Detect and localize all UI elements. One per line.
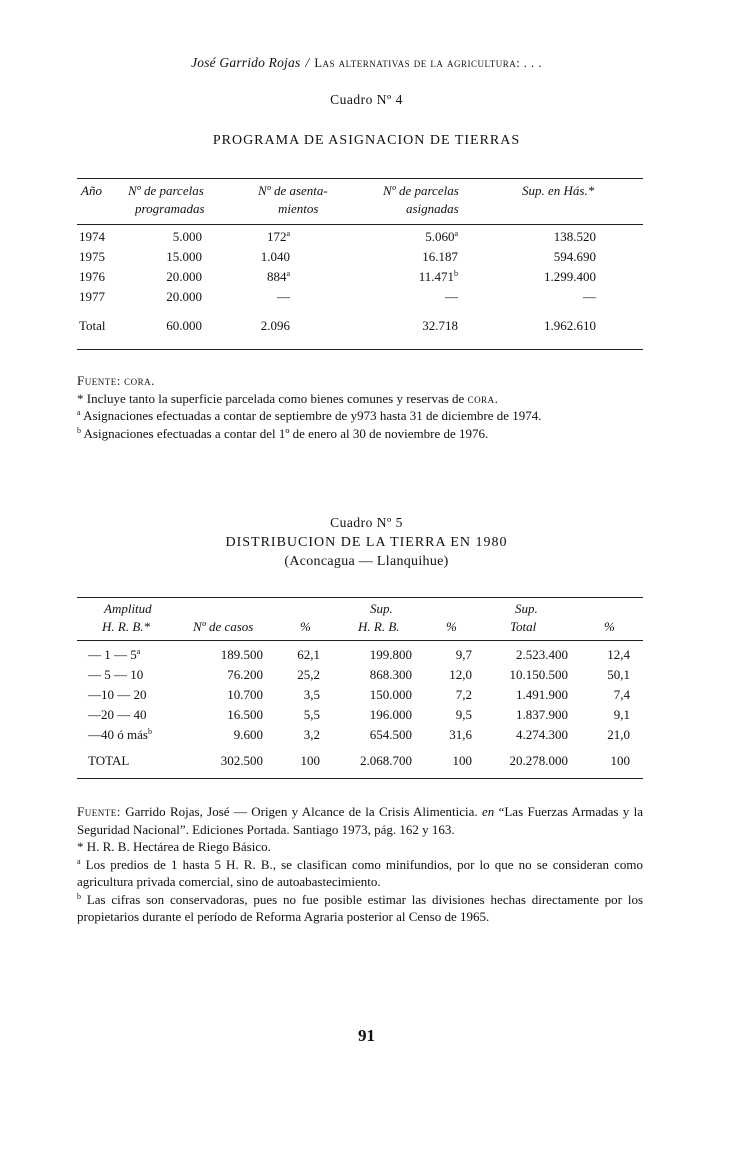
table5-cell-note: a bbox=[136, 647, 141, 656]
table4-cell-value: 594.690 bbox=[553, 249, 596, 264]
table4-header-programmed-1: Nº de parcelas bbox=[128, 183, 204, 198]
table5-row-4-sup-hrb bbox=[340, 727, 412, 743]
table4-cell-value: 60.000 bbox=[166, 318, 202, 333]
table4-notes bbox=[77, 372, 643, 442]
table5-row-3-sup-hrb bbox=[340, 707, 412, 723]
table5-row-3-cases bbox=[180, 707, 263, 723]
table4-header-assigned-2: asignadas bbox=[406, 201, 459, 216]
table4-row-3-assigned bbox=[380, 289, 458, 305]
table5-row-2-sup-hrb bbox=[340, 687, 412, 703]
table4-row-3-settlements bbox=[230, 289, 290, 305]
table5-header-sup-total-1: Sup. bbox=[515, 601, 538, 616]
table5-row-3-pct1 bbox=[285, 707, 320, 723]
table5-header-sup-total-2: Total bbox=[510, 619, 537, 634]
table4-cell-value: 172 bbox=[266, 229, 287, 244]
table4-bottom-rule bbox=[77, 349, 643, 350]
table5-row-2-pct3 bbox=[590, 687, 630, 703]
table4-row-3-programmed bbox=[120, 289, 202, 305]
table5-header-pct1: % bbox=[300, 619, 311, 634]
table4-row-0-programmed bbox=[120, 229, 202, 245]
table5-star-text: H. R. B. Hectárea de Riego Básico. bbox=[86, 839, 271, 854]
table5-row-4-cases bbox=[180, 727, 263, 743]
table4-cell-value: 5.000 bbox=[172, 229, 202, 244]
table5-cell-value: 199.800 bbox=[369, 647, 412, 662]
table5-row-1-cases bbox=[180, 667, 263, 683]
table5-row-3-pct3 bbox=[590, 707, 630, 723]
table4-cell-note: b bbox=[454, 269, 458, 278]
table5-cell-value: 2.068.700 bbox=[360, 753, 412, 768]
table5-cell-value: 16.500 bbox=[227, 707, 263, 722]
table5-header-sup-hrb-1: Sup. bbox=[370, 601, 393, 616]
table5-cell-note: b bbox=[147, 727, 152, 736]
table4-cell-note: a bbox=[286, 229, 290, 238]
table5-header-pct2: % bbox=[446, 619, 457, 634]
table5-row-2-range bbox=[88, 687, 184, 703]
table4-star-note bbox=[77, 390, 643, 408]
table5-row-0-pct3 bbox=[590, 647, 630, 663]
table4-row-3-surface bbox=[510, 289, 596, 305]
table4-cell-value: 20.000 bbox=[166, 269, 202, 284]
table4-a-mark: a bbox=[77, 408, 81, 417]
table4-row-2-assigned bbox=[380, 269, 458, 285]
table5-bottom-rule bbox=[77, 778, 643, 779]
table5-cell-value: 76.200 bbox=[227, 667, 263, 682]
table4-cell-value: 1.040 bbox=[260, 249, 290, 264]
table5-cell-value: 1.837.900 bbox=[516, 707, 568, 722]
table5-cell-value: 3,2 bbox=[303, 727, 320, 742]
table5-row-4-pct2 bbox=[430, 727, 472, 743]
table5-row-4-pct3 bbox=[590, 727, 630, 743]
table4-source-note bbox=[77, 372, 643, 390]
table4-row-1-programmed bbox=[120, 249, 202, 265]
table4-row-2-surface bbox=[510, 269, 596, 285]
table5-cell-value: 9.600 bbox=[233, 727, 263, 742]
table5-row-2-pct2 bbox=[430, 687, 472, 703]
table4-total-surface bbox=[510, 318, 596, 334]
table5-cell-value: 21,0 bbox=[607, 727, 630, 742]
table4-cell-value: 1.962.610 bbox=[544, 318, 596, 333]
table5-cell-value: 12,4 bbox=[607, 647, 630, 662]
table4-a-text: Asignaciones efectuadas a contar de septiembre de y973 hasta 31 de diciembre de 1974. bbox=[83, 408, 542, 423]
table5-cell-value: 25,2 bbox=[297, 667, 320, 682]
table4-cell-value: 15.000 bbox=[166, 249, 202, 264]
table5-row-1-pct1 bbox=[285, 667, 320, 683]
table5-label: Cuadro Nº 5 bbox=[330, 515, 403, 530]
table5-row-3-pct2 bbox=[430, 707, 472, 723]
table4-label: Cuadro Nº 4 bbox=[330, 92, 403, 107]
table5-cell-value: — 1 — 5 bbox=[88, 647, 137, 662]
table4-title: PROGRAMA DE ASIGNACION DE TIERRAS bbox=[212, 133, 521, 148]
table5-a-text: Los predios de 1 hasta 5 H. R. B., se clasifican como minifundios, por lo que no se consideran como agricultura privada comercial, sino de autoabastecimiento. bbox=[77, 856, 643, 889]
table5-row-2-sup-total bbox=[488, 687, 568, 703]
running-head-title: Las alternativas de la agricultura: . . . bbox=[314, 56, 542, 70]
table4-header-year: Año bbox=[81, 183, 102, 198]
table4-cell-value: 32.718 bbox=[422, 318, 458, 333]
table5-row-0-sup-hrb bbox=[340, 647, 412, 663]
table4-b-mark: b bbox=[77, 425, 81, 435]
table4-header-programmed-2: programadas bbox=[135, 201, 205, 216]
table5-row-4-sup-total bbox=[488, 727, 568, 743]
table5-row-4-pct1 bbox=[285, 727, 320, 743]
table5-source-note bbox=[77, 803, 643, 838]
table5-cell-value: 20.278.000 bbox=[509, 753, 568, 768]
table4-cell-value: 20.000 bbox=[166, 289, 202, 304]
table5-total-pct3 bbox=[590, 753, 630, 769]
table5-total-cases bbox=[180, 753, 263, 769]
table4-row-0-surface bbox=[510, 229, 596, 245]
table5-source-text-1: Garrido Rojas, José — Origen y Alcance de la Crisis Alimenticia. bbox=[125, 804, 478, 819]
table4-row-0-settlements bbox=[230, 229, 290, 245]
table5-row-1-pct2 bbox=[430, 667, 472, 683]
table5-a-note bbox=[77, 856, 643, 891]
table4-header-rule bbox=[77, 224, 643, 225]
table4-cell-value: 5.060 bbox=[425, 229, 455, 244]
table4-row-1-assigned bbox=[380, 249, 458, 265]
table4-b-note bbox=[77, 425, 643, 443]
table4-cell-value: — bbox=[277, 289, 290, 304]
table5-cell-value: 50,1 bbox=[607, 667, 630, 682]
table5-cell-value: 9,5 bbox=[455, 707, 472, 722]
table5-cell-value: 7,2 bbox=[455, 687, 472, 702]
table5-header-sup-hrb-2: H. R. B. bbox=[358, 619, 400, 634]
table5-cell-value: 9,1 bbox=[613, 707, 630, 722]
table5-row-1-range bbox=[88, 667, 184, 683]
table5-subtitle: (Aconcagua — Llanquihue) bbox=[284, 554, 449, 569]
table5-header-range-1: Amplitud bbox=[104, 601, 152, 616]
table5-star-mark: * bbox=[77, 839, 84, 854]
table4-source-value: cora. bbox=[124, 373, 155, 388]
table4-cell-value: 884 bbox=[266, 269, 287, 284]
table5-b-note bbox=[77, 891, 643, 926]
table5-row-1-sup-hrb bbox=[340, 667, 412, 683]
table5-cell-value: 100 bbox=[610, 753, 630, 768]
table5-header-pct3: % bbox=[604, 619, 615, 634]
table4-header-settlements-1: Nº de asenta- bbox=[258, 183, 328, 198]
table4-cell-value: 2.096 bbox=[260, 318, 290, 333]
table5-cell-value: 31,6 bbox=[449, 727, 472, 742]
table5-row-0-sup-total bbox=[488, 647, 568, 663]
table5-total-pct1 bbox=[285, 753, 320, 769]
table5-cell-value: — 5 — 10 bbox=[88, 667, 144, 682]
table4-header-assigned-1: Nº de parcelas bbox=[383, 183, 459, 198]
table5-cell-value: 10.700 bbox=[227, 687, 263, 702]
table4-total-settlements bbox=[230, 318, 290, 334]
table5-cell-value: 5,5 bbox=[303, 707, 320, 722]
table5-row-4-range bbox=[88, 727, 184, 743]
table4-row-0-assigned bbox=[380, 229, 458, 245]
table4-row-2-programmed bbox=[120, 269, 202, 285]
table4-row-2-settlements bbox=[230, 269, 290, 285]
table5-header-cases: Nº de casos bbox=[193, 619, 254, 634]
table4 bbox=[0, 0, 733, 360]
table5-row-1-sup-total bbox=[488, 667, 568, 683]
table5-cell-value: 189.500 bbox=[220, 647, 263, 662]
table5-cell-value: 7,4 bbox=[613, 687, 630, 702]
table5-cell-value: 196.000 bbox=[369, 707, 412, 722]
table4-cell-value: Total bbox=[79, 318, 106, 333]
table5-cell-value: 302.500 bbox=[220, 753, 263, 768]
table5-star-note bbox=[77, 838, 643, 856]
table4-cell-value: — bbox=[445, 289, 458, 304]
table5-cell-value: 9,7 bbox=[455, 647, 472, 662]
running-head-separator: / bbox=[305, 55, 310, 70]
table5-cell-value: 10.150.500 bbox=[509, 667, 568, 682]
table5-cell-value: 150.000 bbox=[369, 687, 412, 702]
table4-row-1-settlements bbox=[230, 249, 290, 265]
table5-cell-value: —20 — 40 bbox=[88, 707, 147, 722]
table4-a-note bbox=[77, 407, 643, 425]
table4-b-text: Asignaciones efectuadas a contar del 1º de enero al 30 de noviembre de 1976. bbox=[83, 425, 489, 441]
table5-row-0-range bbox=[88, 647, 184, 663]
table4-cell-value: 1974 bbox=[79, 229, 105, 244]
table5-cell-value: 2.523.400 bbox=[516, 647, 568, 662]
table5-source-text-2: “Las Fuerzas Armadas y la Seguridad Nacional”. Ediciones Portada. Santiago 1973, pág. 162 y 163. bbox=[77, 804, 644, 837]
table5-row-0-pct2 bbox=[430, 647, 472, 663]
table5-cell-value: 100 bbox=[300, 753, 320, 768]
table5-cell-value: 1.491.900 bbox=[516, 687, 568, 702]
table5-total-sup-total bbox=[488, 753, 568, 769]
table5-source-en: en bbox=[481, 804, 495, 819]
table5-header-range-2: H. R. B.* bbox=[102, 619, 151, 634]
table4-cell-value: 11.471 bbox=[418, 269, 454, 284]
table5-row-0-cases bbox=[180, 647, 263, 663]
table4-row-1-surface bbox=[510, 249, 596, 265]
table5-row-2-pct1 bbox=[285, 687, 320, 703]
table5-total-pct2 bbox=[430, 753, 472, 769]
table5-total-range bbox=[88, 753, 184, 769]
table5-cell-value: 100 bbox=[452, 753, 472, 768]
table5-row-3-range bbox=[88, 707, 184, 723]
table4-header-surface: Sup. en Hás.* bbox=[522, 183, 595, 198]
table5-cell-value: —40 ó más bbox=[88, 727, 148, 742]
table5-top-rule bbox=[77, 597, 643, 598]
table5-total-sup-hrb bbox=[340, 753, 412, 769]
table5-cell-value: TOTAL bbox=[88, 753, 130, 768]
running-head-author: José Garrido Rojas bbox=[191, 55, 301, 70]
table5-cell-value: 654.500 bbox=[369, 727, 412, 742]
table5-row-2-cases bbox=[180, 687, 263, 703]
table4-cell-value: 1.299.400 bbox=[544, 269, 596, 284]
table5-row-3-sup-total bbox=[488, 707, 568, 723]
table5-title: DISTRIBUCION DE LA TIERRA EN 1980 bbox=[225, 535, 508, 550]
table5-row-1-pct3 bbox=[590, 667, 630, 683]
table4-cell-value: 1975 bbox=[79, 249, 105, 264]
table5-cell-value: 12,0 bbox=[449, 667, 472, 682]
table4-cell-value: 138.520 bbox=[553, 229, 596, 244]
table4-total-programmed bbox=[120, 318, 202, 334]
table5-header-rule bbox=[77, 640, 643, 641]
table5-cell-value: 4.274.300 bbox=[516, 727, 568, 742]
table5-cell-value: 868.300 bbox=[369, 667, 412, 682]
table5-cell-value: 3,5 bbox=[303, 687, 320, 702]
table4-total-assigned bbox=[380, 318, 458, 334]
table4-cell-value: 16.187 bbox=[422, 249, 458, 264]
table4-cell-note: a bbox=[454, 229, 458, 238]
table4-star-tail: cora. bbox=[467, 390, 499, 406]
table4-star-mark: * bbox=[77, 390, 84, 406]
table4-cell-note: a bbox=[286, 269, 290, 278]
table4-header-settlements-2: mientos bbox=[278, 201, 319, 216]
table5-source-label: Fuente: bbox=[77, 804, 121, 819]
table4-cell-value: — bbox=[583, 289, 596, 304]
table5-notes bbox=[77, 803, 643, 926]
table4-star-text: Incluye tanto la superficie parcelada como bienes comunes y reservas de bbox=[86, 390, 465, 406]
table5-cell-value: 62,1 bbox=[297, 647, 320, 662]
table4-cell-value: 1977 bbox=[79, 289, 105, 304]
table5-cell-value: —10 — 20 bbox=[88, 687, 147, 702]
table4-source-label: Fuente: bbox=[77, 373, 121, 388]
table5-row-0-pct1 bbox=[285, 647, 320, 663]
table5-a-mark: a bbox=[77, 856, 81, 866]
page-number: 91 bbox=[358, 1026, 375, 1045]
table4-cell-value: 1976 bbox=[79, 269, 105, 284]
table5-b-mark: b bbox=[77, 891, 81, 901]
table5-b-text: Las cifras son conservadoras, pues no fue posible estimar las divisiones hechas directamente por los propietarios durante el período de Reforma Agraria posterior al Censo de 1965. bbox=[77, 891, 644, 924]
